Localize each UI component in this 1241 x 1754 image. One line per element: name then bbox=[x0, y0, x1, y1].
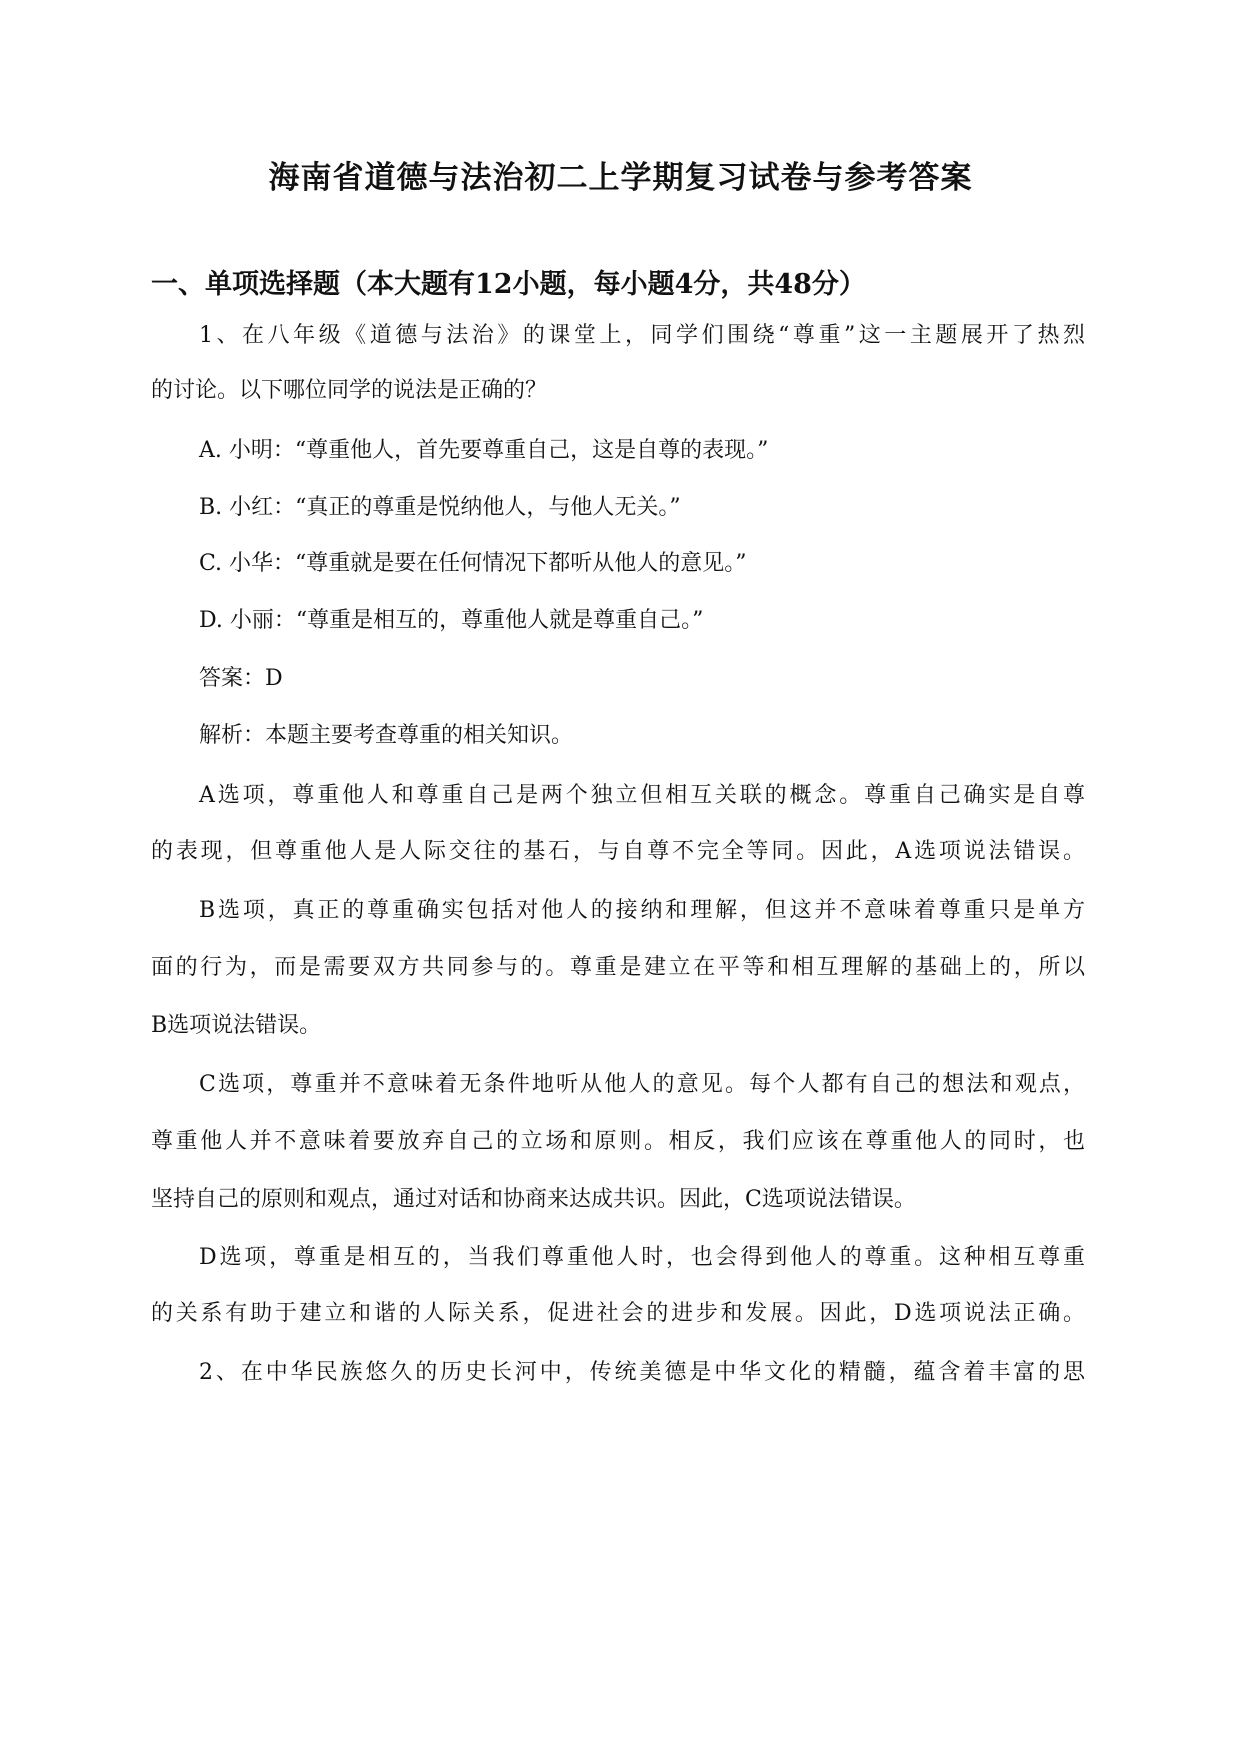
analysis-b-line-2: 面的行为，而是需要双方共同参与的。尊重是建立在平等和相互理解的基础上的，所以 bbox=[151, 955, 1085, 980]
analysis-d-line-2: 的关系有助于建立和谐的人际关系，促进社会的进步和发展。因此，D选项说法正确。 bbox=[151, 1301, 1085, 1326]
analysis-c-line-3: 坚持自己的原则和观点，通过对话和协商来达成共识。因此，C选项说法错误。 bbox=[151, 1187, 916, 1212]
analysis-d-line-1: D选项，尊重是相互的，当我们尊重他人时，也会得到他人的尊重。这种相互尊重 bbox=[199, 1245, 1085, 1270]
analysis-c-line-1: C选项，尊重并不意味着无条件地听从他人的意见。每个人都有自己的想法和观点， bbox=[199, 1072, 1085, 1097]
option-a: A. 小明：“尊重他人，首先要尊重自己，这是自尊的表现。” bbox=[199, 438, 769, 463]
analysis-b-line-1: B选项，真正的尊重确实包括对他人的接纳和理解，但这并不意味着尊重只是单方 bbox=[199, 898, 1085, 923]
option-d: D. 小丽：“尊重是相互的，尊重他人就是尊重自己。” bbox=[199, 608, 704, 633]
option-b: B. 小红：“真正的尊重是悦纳他人，与他人无关。” bbox=[199, 495, 681, 520]
analysis-a-line-2: 的表现，但尊重他人是人际交往的基石，与自尊不完全等同。因此，A选项说法错误。 bbox=[151, 839, 1085, 864]
analysis-b-line-3: B选项说法错误。 bbox=[151, 1013, 322, 1038]
option-c: C. 小华：“尊重就是要在任何情况下都听从他人的意见。” bbox=[199, 551, 747, 576]
document-title: 海南省道德与法治初二上学期复习试卷与参考答案 bbox=[268, 160, 973, 196]
analysis-intro: 解析：本题主要考查尊重的相关知识。 bbox=[199, 723, 574, 748]
analysis-c-line-2: 尊重他人并不意味着要放弃自己的立场和原则。相反，我们应该在尊重他人的同时，也 bbox=[151, 1129, 1085, 1154]
analysis-a-line-1: A选项，尊重他人和尊重自己是两个独立但相互关联的概念。尊重自己确实是自尊 bbox=[199, 783, 1085, 808]
section-heading: 一、单项选择题（本大题有12小题，每小题4分，共48分） bbox=[151, 269, 866, 300]
question-2-stem-line-1: 2、在中华民族悠久的历史长河中，传统美德是中华文化的精髓，蕴含着丰富的思 bbox=[199, 1360, 1085, 1385]
question-1-stem-line-1: 1、在八年级《道德与法治》的课堂上，同学们围绕“尊重”这一主题展开了热烈 bbox=[199, 323, 1085, 348]
question-1-stem-line-2: 的讨论。以下哪位同学的说法是正确的？ bbox=[151, 378, 548, 403]
answer-line: 答案：D bbox=[199, 666, 283, 691]
